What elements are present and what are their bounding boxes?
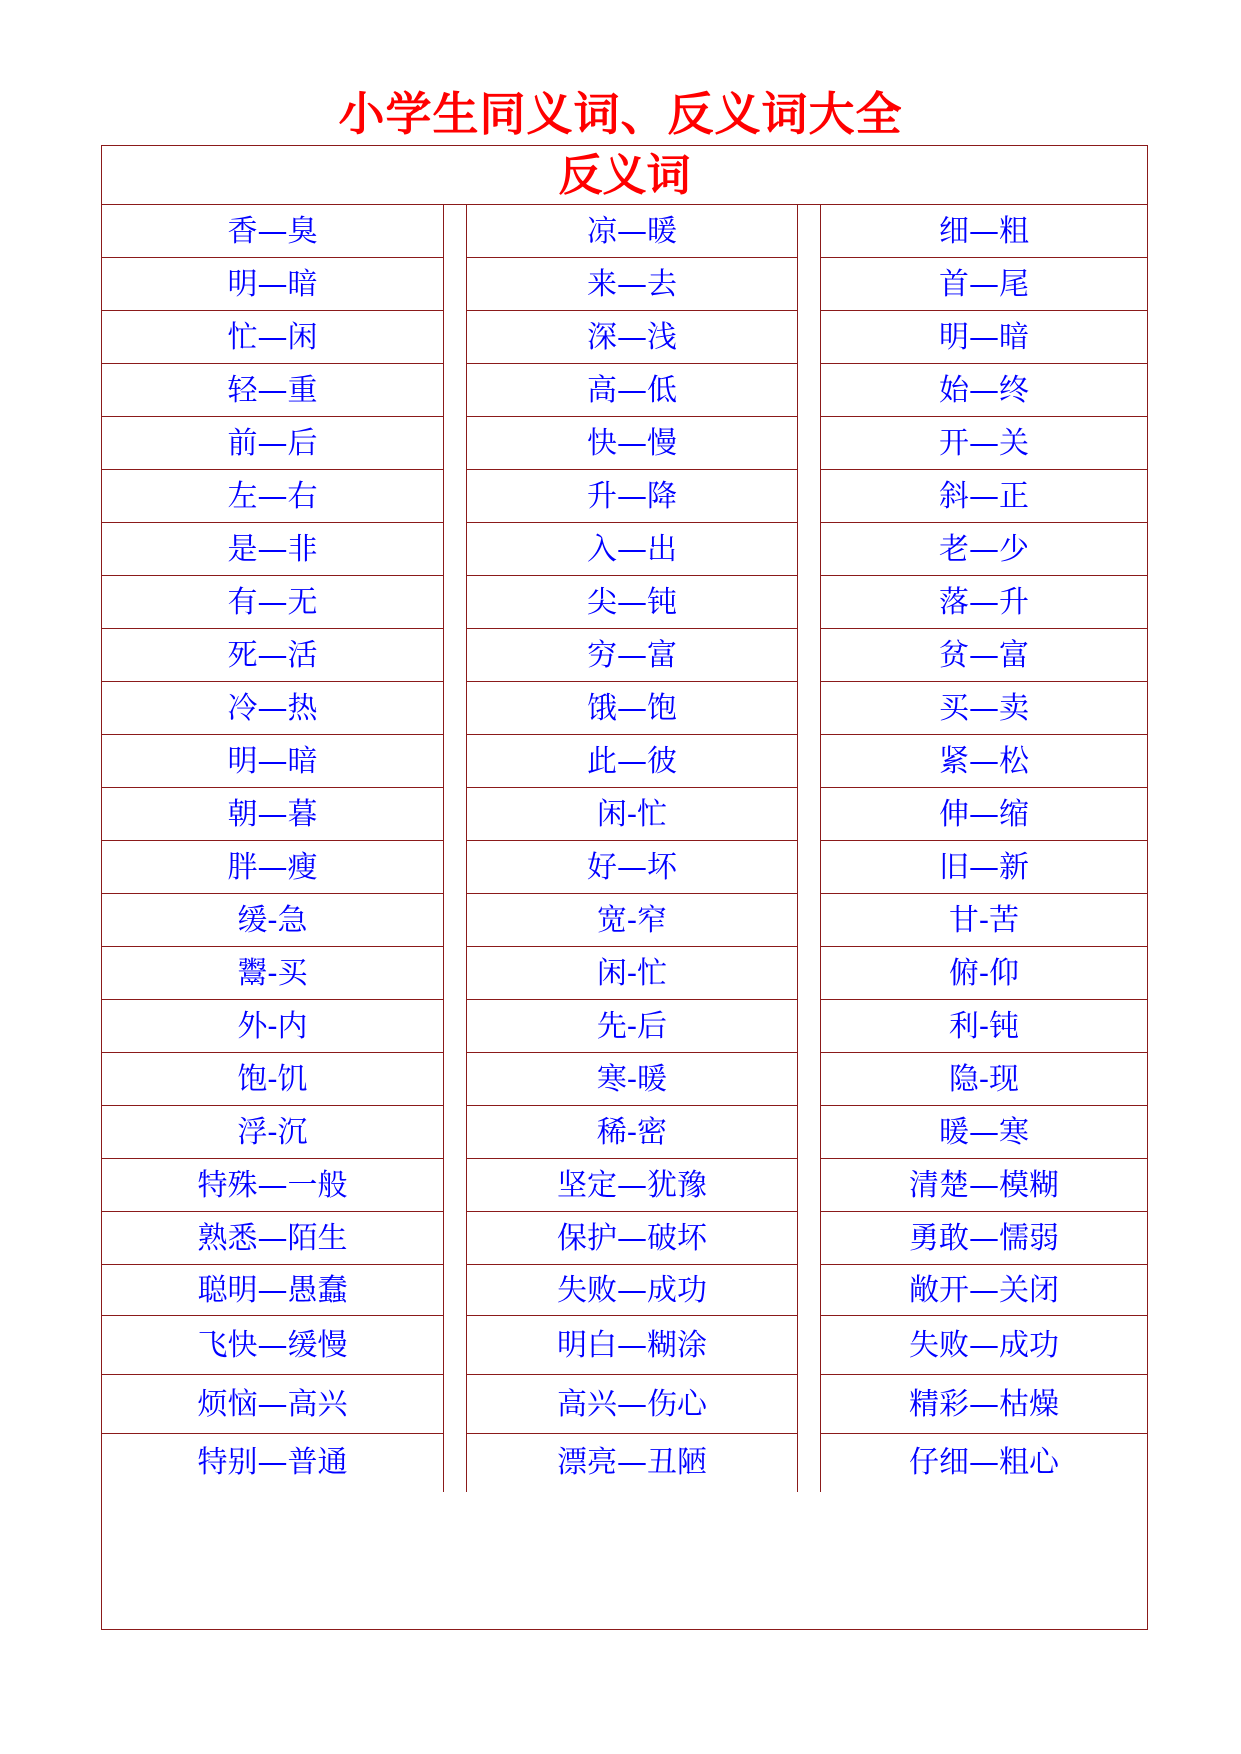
antonym-pair: 死—活 [102, 629, 443, 682]
antonym-pair: 隐-现 [821, 1053, 1147, 1106]
antonym-pair: 深—浅 [467, 311, 797, 364]
antonym-pair: 敞开—关闭 [821, 1265, 1147, 1316]
antonym-pair: 前—后 [102, 417, 443, 470]
antonym-pair: 精彩—枯燥 [821, 1375, 1147, 1434]
antonym-pair: 买—卖 [821, 682, 1147, 735]
antonym-pair: 此—彼 [467, 735, 797, 788]
table-column-2 [466, 205, 798, 1492]
antonym-pair: 寒-暖 [467, 1053, 797, 1106]
antonym-pair: 明—暗 [102, 258, 443, 311]
antonym-pair: 左—右 [102, 470, 443, 523]
antonym-pair: 保护—破坏 [467, 1212, 797, 1265]
section-header: 反义词 [102, 146, 1147, 205]
antonym-pair: 开—关 [821, 417, 1147, 470]
antonym-pair: 失败—成功 [467, 1265, 797, 1316]
antonym-pair: 鬻-买 [102, 947, 443, 1000]
antonym-pair: 首—尾 [821, 258, 1147, 311]
antonym-pair: 凉—暖 [467, 205, 797, 258]
antonym-pair: 特殊—一般 [102, 1159, 443, 1212]
antonym-pair: 旧—新 [821, 841, 1147, 894]
antonym-pair: 高兴—伤心 [467, 1375, 797, 1434]
page-title: 小学生同义词、反义词大全 [338, 87, 903, 141]
antonym-pair: 落—升 [821, 576, 1147, 629]
antonym-pair: 是—非 [102, 523, 443, 576]
antonym-pair: 外-内 [102, 1000, 443, 1053]
antonym-pair: 贫—富 [821, 629, 1147, 682]
antonym-pair: 伸—缩 [821, 788, 1147, 841]
antonym-pair: 暖—寒 [821, 1106, 1147, 1159]
antonym-pair: 高—低 [467, 364, 797, 417]
antonym-pair: 轻—重 [102, 364, 443, 417]
antonym-pair: 老—少 [821, 523, 1147, 576]
antonym-pair: 清楚—模糊 [821, 1159, 1147, 1212]
antonym-pair: 斜—正 [821, 470, 1147, 523]
antonym-pair: 闲-忙 [467, 947, 797, 1000]
antonym-pair: 缓-急 [102, 894, 443, 947]
antonym-pair: 浮-沉 [102, 1106, 443, 1159]
antonym-pair: 胖—瘦 [102, 841, 443, 894]
antonym-pair: 稀-密 [467, 1106, 797, 1159]
table-column-1 [101, 205, 444, 1492]
antonym-pair: 紧—松 [821, 735, 1147, 788]
antonym-table [101, 145, 1148, 1630]
antonym-pair: 熟悉—陌生 [102, 1212, 443, 1265]
antonym-pair: 升—降 [467, 470, 797, 523]
antonym-pair: 好—坏 [467, 841, 797, 894]
antonym-pair: 明白—糊涂 [467, 1316, 797, 1375]
antonym-pair: 烦恼—高兴 [102, 1375, 443, 1434]
antonym-pair: 俯-仰 [821, 947, 1147, 1000]
antonym-pair: 细—粗 [821, 205, 1147, 258]
antonym-pair: 坚定—犹豫 [467, 1159, 797, 1212]
antonym-pair: 飞快—缓慢 [102, 1316, 443, 1375]
antonym-pair: 朝—暮 [102, 788, 443, 841]
antonym-pair: 入—出 [467, 523, 797, 576]
antonym-pair: 香—臭 [102, 205, 443, 258]
antonym-pair: 饿—饱 [467, 682, 797, 735]
antonym-pair: 失败—成功 [821, 1316, 1147, 1375]
antonym-pair: 闲-忙 [467, 788, 797, 841]
antonym-pair: 漂亮—丑陋 [557, 1445, 707, 1480]
antonym-pair: 快—慢 [467, 417, 797, 470]
antonym-pair: 仔细—粗心 [909, 1445, 1059, 1480]
antonym-pair: 先-后 [467, 1000, 797, 1053]
antonym-pair: 尖—钝 [467, 576, 797, 629]
antonym-pair: 穷—富 [467, 629, 797, 682]
antonym-pair: 明—暗 [821, 311, 1147, 364]
antonym-pair: 特别—普通 [197, 1445, 348, 1480]
antonym-pair: 始—终 [821, 364, 1147, 417]
antonym-pair: 忙—闲 [102, 311, 443, 364]
antonym-pair: 来—去 [467, 258, 797, 311]
antonym-pair: 宽-窄 [467, 894, 797, 947]
antonym-pair: 冷—热 [102, 682, 443, 735]
table-column-3 [820, 205, 1148, 1492]
antonym-pair: 聪明—愚蠢 [102, 1265, 443, 1316]
antonym-pair: 甘-苦 [821, 894, 1147, 947]
antonym-pair: 明—暗 [102, 735, 443, 788]
antonym-pair: 有—无 [102, 576, 443, 629]
antonym-pair: 饱-饥 [102, 1053, 443, 1106]
antonym-pair: 利-钝 [821, 1000, 1147, 1053]
antonym-pair: 勇敢—懦弱 [821, 1212, 1147, 1265]
